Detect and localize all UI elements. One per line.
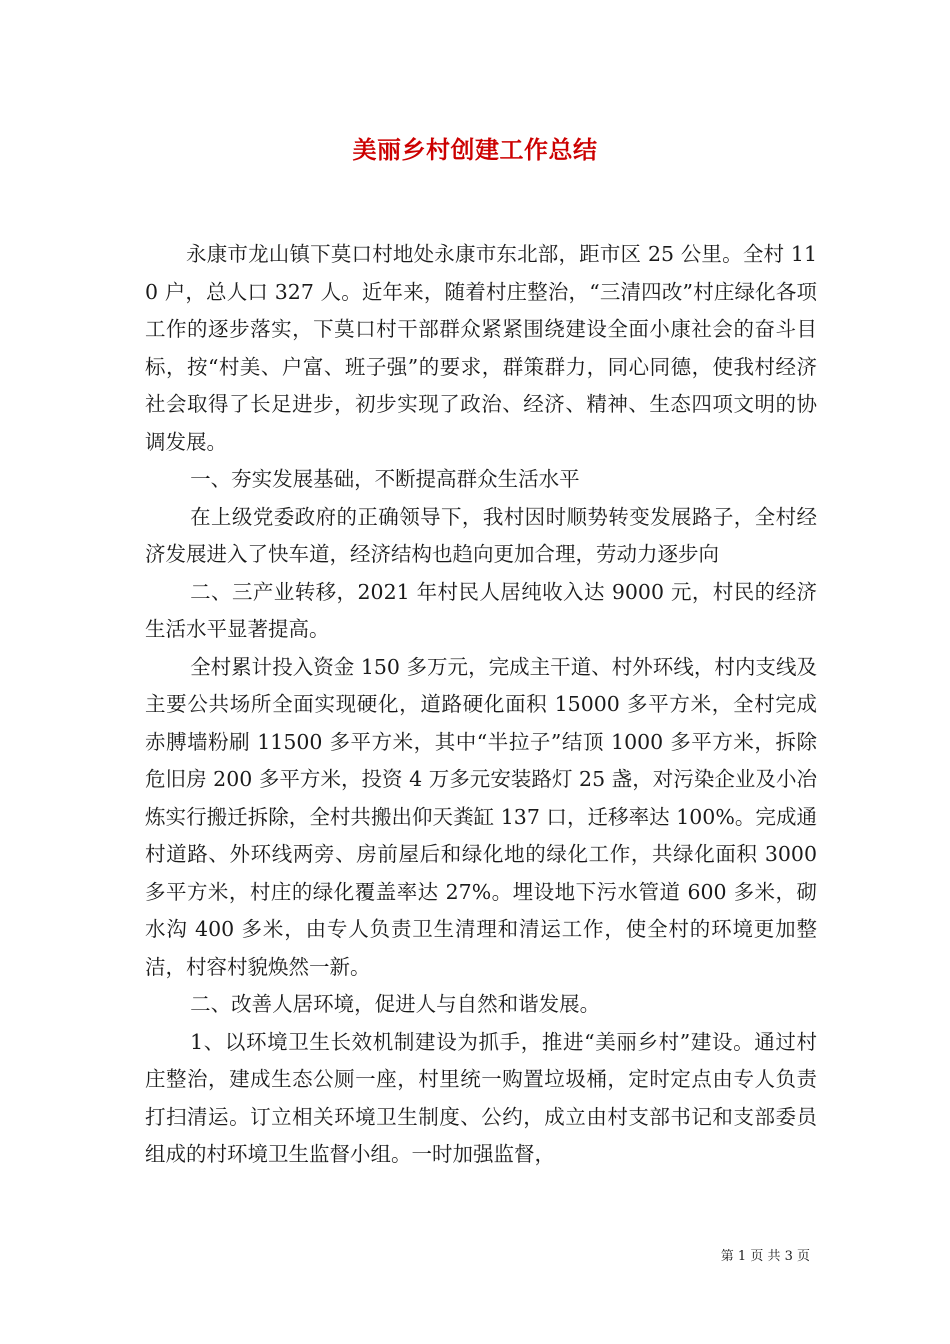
paragraph-industry-shift: 二、三产业转移，2021 年村民人居纯收入达 9000 元，村民的经济生活水平显著提高。 [145,579,817,641]
paragraph-intro: 永康市龙山镇下莫口村地处永康市东北部，距市区 25 公里。全村 110 户，总人口 327 人。近年来，随着村庄整治，“三清四改”村庄绿化各项工作的逐步落实，下莫口村干部群众紧紧围绕建设全面小康社会的奋斗目标，按“村美、户富、班子强”的要求，群策群力，同心同德，使我村经济社会取得了长足进步，初步实现了政治、经济、精神、生态四项文明的协调发展。 [145,242,817,454]
document-body [145,236,817,1174]
section-heading-2: 二、改善人居环境，促进人与自然和谐发展。 [190,992,601,1016]
paragraph-development: 在上级党委政府的正确领导下，我村因时顺势转变发展路子，全村经济发展进入了快车道，经济结构也趋向更加合理，劳动力逐步向 [145,504,817,566]
paragraph-investment: 全村累计投入资金 150 多万元，完成主干道、村外环线，村内支线及主要公共场所全面实现硬化，道路硬化面积 15000 多平方米，全村完成赤膊墙粉刷 11500 多平方米，其中“半拉子”结顶 1000 多平方米，拆除危旧房 200 多平方米，投资 4 万多元安装路灯 25 盏，对污染企业及小冶炼实行搬迁拆除，全村共搬出仰天粪缸 137 口，迁移率达 100%。完成通村道路、外环线两旁、房前屋后和绿化地的绿化工作，共绿化面积 3000 多平方米，村庄的绿化覆盖率达 27%。埋设地下污水管道 600 多米，砌水沟 400 多米，由专人负责卫生清理和清运工作，使全村的环境更加整洁，村容村貌焕然一新。 [145,654,817,979]
paragraph-sanitation: 1、以环境卫生长效机制建设为抓手，推进“美丽乡村”建设。通过村庄整治，建成生态公厕一座，村里统一购置垃圾桶，定时定点由专人负责打扫清运。订立相关环境卫生制度、公约，成立由村支部书记和支部委员组成的村环境卫生监督小组。一时加强监督， [145,1029,817,1166]
section-heading-1: 一、夯实发展基础，不断提高群众生活水平 [190,467,580,491]
document-title: 美丽乡村创建工作总结 [352,136,598,164]
page-number: 第 1 页 共 3 页 [720,1249,810,1264]
